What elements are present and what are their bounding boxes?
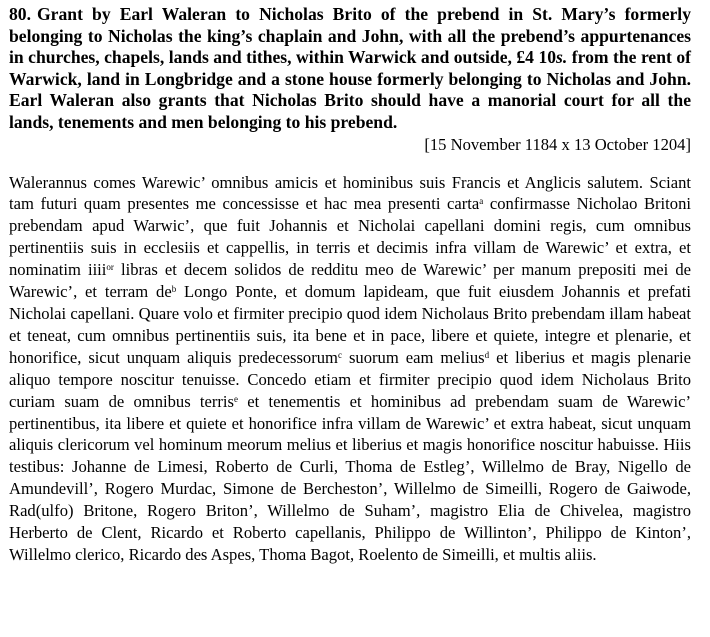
text-run: libras et decem solidos de redditu meo de Warewic’ per manum prepositi mei de Warewic’, et terram de [9,260,691,302]
footnote-marker: or [106,262,114,273]
heading-text: Grant by Earl Waleran to Nicholas Brito of the prebend in St. Mary’s formerly belonging to Nicholas the king’s chaplain and John, with all the prebend’s appurtenances in churches, chapels, lands and tithes, within Warwick and outside, £4 10 [9,4,691,68]
text-run: confirmasse Nicholao Britoni prebendam apud Warwic’, que fuit Johannis et Nicholai capellani domini regis, cum omnibus pertinentiis suis in ecclesiis et cappellis, in terris et decimis infra villam de Warewic’ et extra, et nominatim iiii [9,194,691,280]
text-run: suorum eam melius [341,347,485,367]
text-run: Walerannus comes Warewic’ omnibus amicis et hominibus suis Francis et Anglicis salutem. Sciant tam futuri quam presentes me concessisse et hac mea presenti carta [9,172,691,214]
footnote-marker: a [479,196,484,207]
charter-number: 80. [9,4,31,24]
text-run: et tenementis et hominibus ad prebendam suam de Warewic’ pertinentibus, ita libere et quiete et honorifice infra villam de Warewic’ et extra habeat, sicut unquam aliquis clericorum vel hominum meorum melius et liberius et magis honorifice noscitur habuisse. Hiis testibus: Johanne de Limesi, Roberto de Curli, Thoma de Estleg’, Willelmo de Bray, Nigello de Amundevill’, Rogero Murdac, Simone de Bercheston’, Willelmo de Simeilli, Rogero de Gaiwode, Rad(ulfo) Britone, Rogero Briton’, Willelmo de Suham’, magistro Elia de Chivelea, magistro Herberto de Clent, Ricardo et Roberto capellanis, Philippo de Willinton’, Philippo de Kinton’, Willelmo clerico, Ricardo des Aspes, Thoma Bagot, Roelento de Simeilli, et multis aliis. [9,391,691,564]
heading-text: from the rent of Warwick, land in Longbridge and a stone house formerly belonging to Nicholas and John. Earl Waleran also grants that Nicholas Brito should have a manorial court for all the lands, tenements and men belonging to his prebend. [9,47,691,132]
footnote-marker: e [234,393,239,404]
footnote-marker: d [484,349,490,360]
text-run: et liberius et magis plenarie aliquo tempore noscitur tenuisse. Concedo etiam et firmiter precipio quod idem Nicholaus Brito curiam suam de omnibus terris [9,347,691,411]
footnote-marker: b [171,284,177,295]
text-run: Longo Ponte, et domum lapideam, que fuit eiusdem Johannis et prefati Nicholai capellani. Quare volo et firmiter precipio quod idem Nicholaus Brito prebendam illam habeat et teneat, cum omnibus pertinentiis suis, ita bene et in pace, libere et quiete, integre et plenarie, et honorifice, sicut unquam aliquis predecessorum [9,282,692,367]
charter-heading [9,4,691,134]
charter-latin-text [9,172,691,566]
charter-date: [15 November 1184 x 13 October 1204] [424,134,691,154]
footnote-marker: c [337,349,342,360]
document-page [9,4,691,566]
heading-abbrev-shillings: s. [556,47,568,68]
